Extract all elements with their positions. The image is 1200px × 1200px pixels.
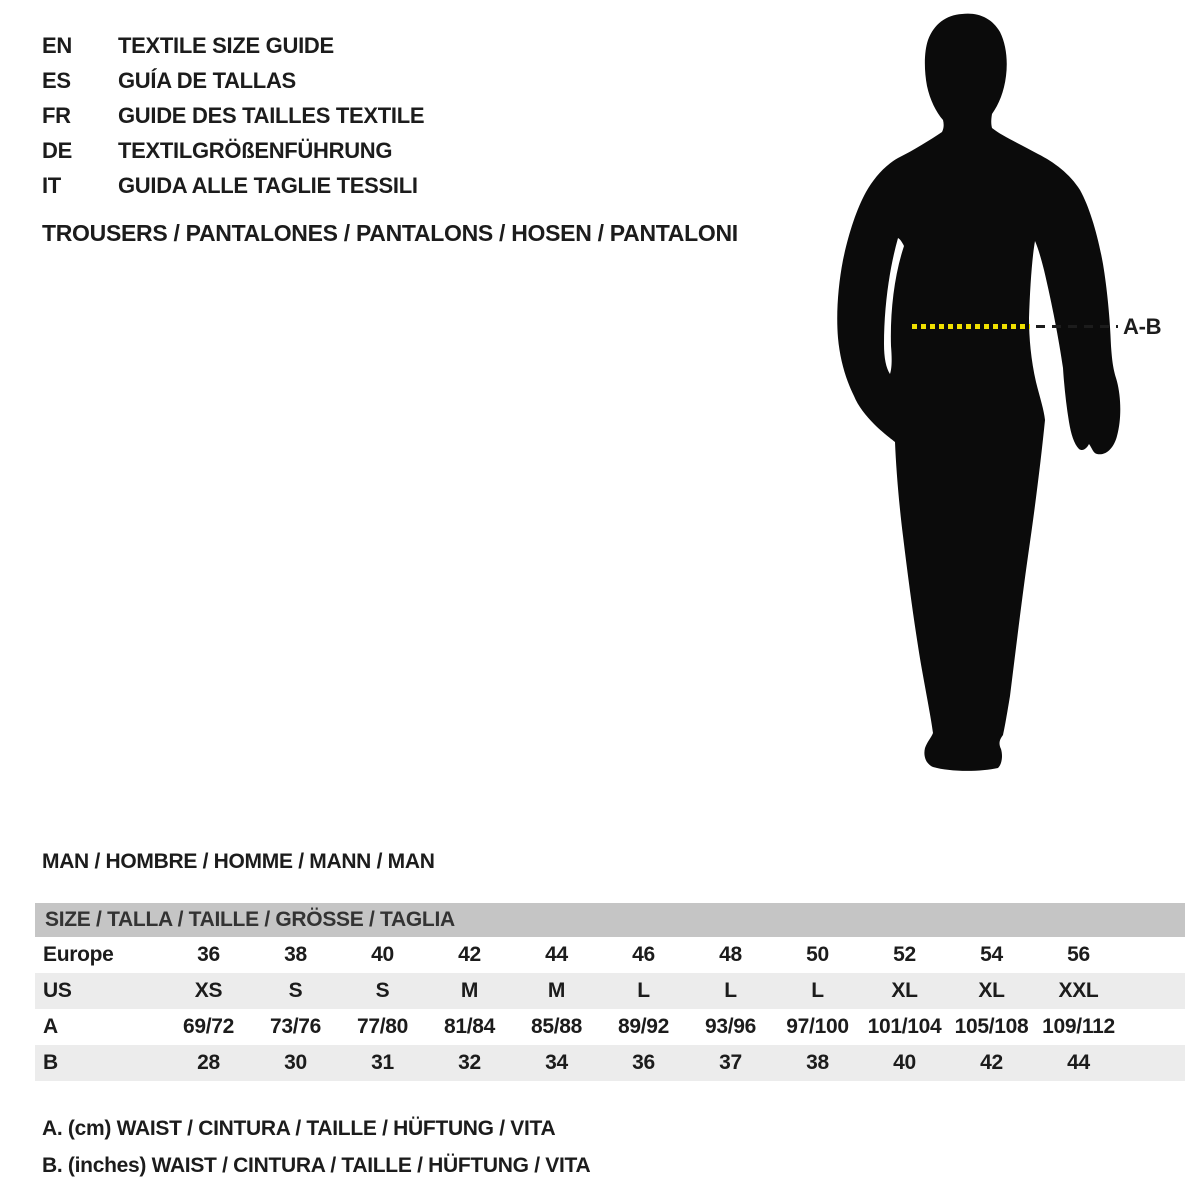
language-row-de: [42, 133, 424, 168]
language-row-en: [42, 28, 424, 63]
language-row-it: [42, 168, 424, 203]
size-cell: 85/88: [530, 1015, 583, 1038]
language-code: EN: [42, 32, 72, 58]
size-cell: 73/76: [269, 1015, 322, 1038]
size-cell: 81/84: [443, 1015, 496, 1038]
man-silhouette-image: [830, 8, 1122, 776]
language-list: [42, 28, 424, 203]
table-row-us: [35, 973, 1185, 1009]
language-title: TEXTILE SIZE GUIDE: [118, 32, 334, 58]
language-code: FR: [42, 102, 71, 128]
size-cell: XXL: [1058, 979, 1099, 1002]
row-label: US: [43, 979, 72, 1002]
size-cell: 109/112: [1042, 1015, 1115, 1038]
size-cell: 54: [980, 943, 1003, 966]
size-cell: M: [460, 979, 479, 1002]
language-row-fr: [42, 98, 424, 133]
size-cell: 97/100: [786, 1015, 849, 1038]
size-cell: L: [811, 979, 824, 1002]
size-cell: 34: [545, 1051, 568, 1074]
language-title: GUIDA ALLE TAGLIE TESSILI: [118, 172, 418, 198]
size-cell: 32: [458, 1051, 481, 1074]
size-cell: 37: [719, 1051, 742, 1074]
section-title-man: MAN / HOMBRE / HOMME / MANN / MAN: [42, 850, 435, 873]
size-cell: 44: [545, 943, 568, 966]
category-title: TROUSERS / PANTALONES / PANTALONS / HOSEN / PANTALONI: [42, 220, 738, 246]
size-cell: 42: [458, 943, 481, 966]
size-cell: S: [288, 979, 303, 1002]
size-cell: 46: [632, 943, 655, 966]
size-cell: 52: [893, 943, 916, 966]
size-cell: 101/104: [867, 1015, 942, 1038]
size-cell: 48: [719, 943, 742, 966]
waist-measure-label: A-B: [1123, 314, 1162, 339]
size-cell: XL: [891, 979, 918, 1002]
row-label: Europe: [43, 943, 114, 966]
size-cell: M: [547, 979, 566, 1002]
row-cells: [165, 1015, 1185, 1039]
row-cells: [165, 979, 1185, 1003]
size-cell: 31: [371, 1051, 394, 1074]
size-cell: 38: [806, 1051, 829, 1074]
row-label: A: [43, 1015, 58, 1038]
table-row-b: [35, 1045, 1185, 1081]
size-cell: L: [637, 979, 650, 1002]
size-cell: 50: [806, 943, 829, 966]
size-cell: 30: [284, 1051, 307, 1074]
size-cell: 28: [197, 1051, 220, 1074]
waist-measure-line-yellow: [912, 324, 1030, 329]
size-cell: 36: [197, 943, 220, 966]
size-cell: S: [375, 979, 390, 1002]
language-title: GUÍA DE TALLAS: [118, 67, 296, 93]
measurement-footnotes: [42, 1110, 590, 1184]
size-table: [35, 903, 1185, 1081]
footnote-a: A. (cm) WAIST / CINTURA / TAILLE / HÜFTUNG / VITA: [42, 1117, 556, 1140]
language-code: IT: [42, 172, 61, 198]
language-title: GUIDE DES TAILLES TEXTILE: [118, 102, 425, 128]
row-cells: [165, 943, 1185, 967]
language-row-es: [42, 63, 424, 98]
size-cell: 77/80: [356, 1015, 409, 1038]
size-cell: 42: [980, 1051, 1003, 1074]
size-cell: 56: [1067, 943, 1090, 966]
table-row-europe: [35, 937, 1185, 973]
size-cell: 105/108: [954, 1015, 1029, 1038]
size-cell: 93/96: [704, 1015, 757, 1038]
language-code: DE: [42, 137, 72, 163]
size-cell: 69/72: [182, 1015, 235, 1038]
size-cell: XS: [194, 979, 223, 1002]
row-cells: [165, 1051, 1185, 1075]
waist-measure-line-dashed: [1036, 325, 1118, 328]
table-row-a: [35, 1009, 1185, 1045]
size-cell: 40: [893, 1051, 916, 1074]
size-table-header: SIZE / TALLA / TAILLE / GRÖSSE / TAGLIA: [35, 903, 1185, 937]
language-code: ES: [42, 67, 71, 93]
size-cell: 44: [1067, 1051, 1090, 1074]
size-cell: 38: [284, 943, 307, 966]
size-cell: 40: [371, 943, 394, 966]
size-cell: 36: [632, 1051, 655, 1074]
language-title: TEXTILGRÖßENFÜHRUNG: [118, 137, 393, 163]
row-label: B: [43, 1051, 58, 1074]
size-cell: 89/92: [617, 1015, 670, 1038]
footnote-b: B. (inches) WAIST / CINTURA / TAILLE / HÜFTUNG / VITA: [42, 1154, 591, 1177]
size-cell: XL: [978, 979, 1005, 1002]
size-cell: L: [724, 979, 737, 1002]
